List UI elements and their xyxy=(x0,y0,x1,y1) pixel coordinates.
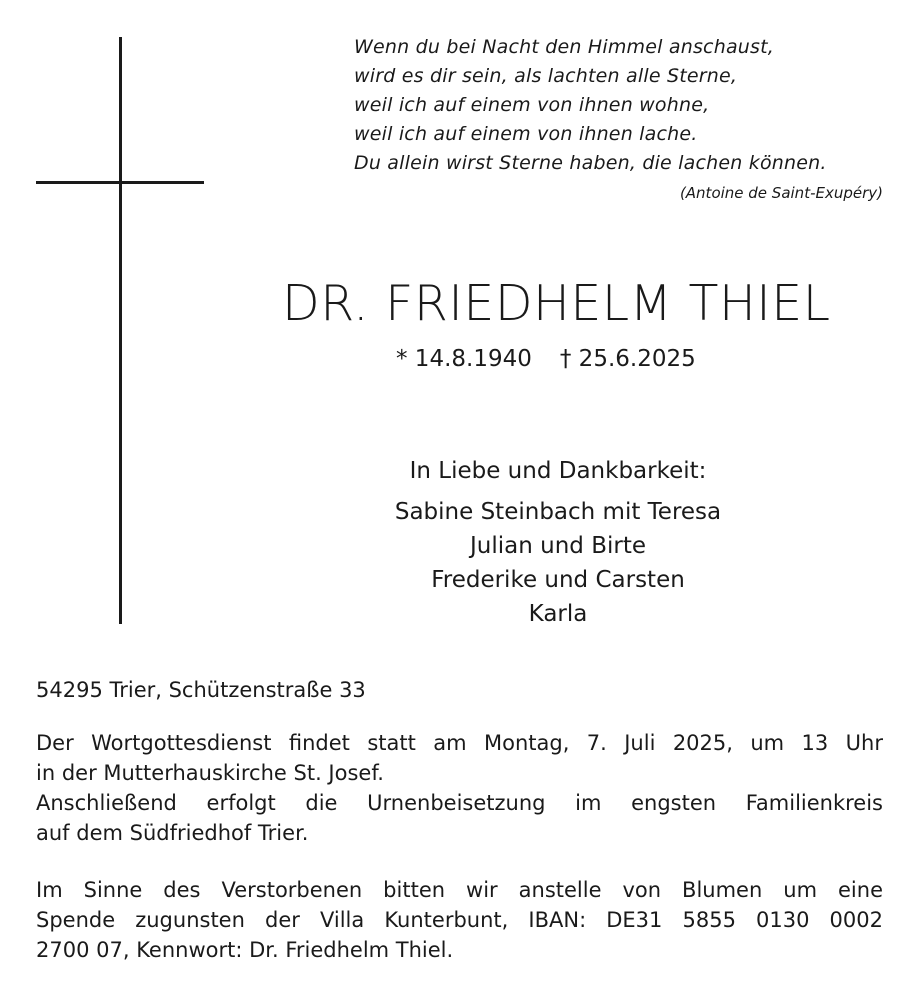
donation-line: Im Sinne des Verstorbenen bitten wir anstelle von Blumen um eine xyxy=(36,878,883,902)
mourners-names xyxy=(330,495,786,631)
deceased-name: DR. FRIEDHELM THIEL xyxy=(282,275,831,332)
poem-line: Du allein wirst Sterne haben, die lachen können. xyxy=(354,152,827,174)
life-dates xyxy=(396,346,696,372)
poem-line: weil ich auf einem von ihnen wohne, xyxy=(354,94,710,116)
poem-line: wird es dir sein, als lachten alle Sterne, xyxy=(354,65,738,87)
donation-request xyxy=(36,875,883,965)
cross-horizontal-bar xyxy=(36,181,204,184)
death-date: † 25.6.2025 xyxy=(559,346,696,372)
poem-attribution: (Antoine de Saint-Exupéry) xyxy=(679,184,883,202)
service-line: Der Wortgottesdienst findet statt am Montag, 7. Juli 2025, um 13 Uhr xyxy=(36,731,883,755)
service-info xyxy=(36,728,883,848)
mourner-name: Julian und Birte xyxy=(470,533,646,559)
service-line: auf dem Südfriedhof Trier. xyxy=(36,821,309,845)
address: 54295 Trier, Schützenstraße 33 xyxy=(36,678,366,702)
poem-line: Wenn du bei Nacht den Himmel anschaust, xyxy=(354,36,775,58)
mourners-intro: In Liebe und Dankbarkeit: xyxy=(409,458,707,484)
poem xyxy=(354,33,827,178)
mourner-name: Karla xyxy=(528,601,588,627)
service-line: in der Mutterhauskirche St. Josef. xyxy=(36,761,384,785)
donation-line: Spende zugunsten der Villa Kunterbunt, IBAN: DE31 5855 0130 0002 xyxy=(36,908,883,932)
service-line: Anschließend erfolgt die Urnenbeisetzung im engsten Familienkreis xyxy=(36,791,883,815)
mourners-block xyxy=(330,453,786,631)
poem-line: weil ich auf einem von ihnen lache. xyxy=(354,123,698,145)
donation-line: 2700 07, Kennwort: Dr. Friedhelm Thiel. xyxy=(36,938,454,962)
mourner-name: Frederike und Carsten xyxy=(431,567,685,593)
mourner-name: Sabine Steinbach mit Teresa xyxy=(394,499,722,525)
cross-vertical-bar xyxy=(119,37,122,624)
birth-date: * 14.8.1940 xyxy=(396,346,532,372)
